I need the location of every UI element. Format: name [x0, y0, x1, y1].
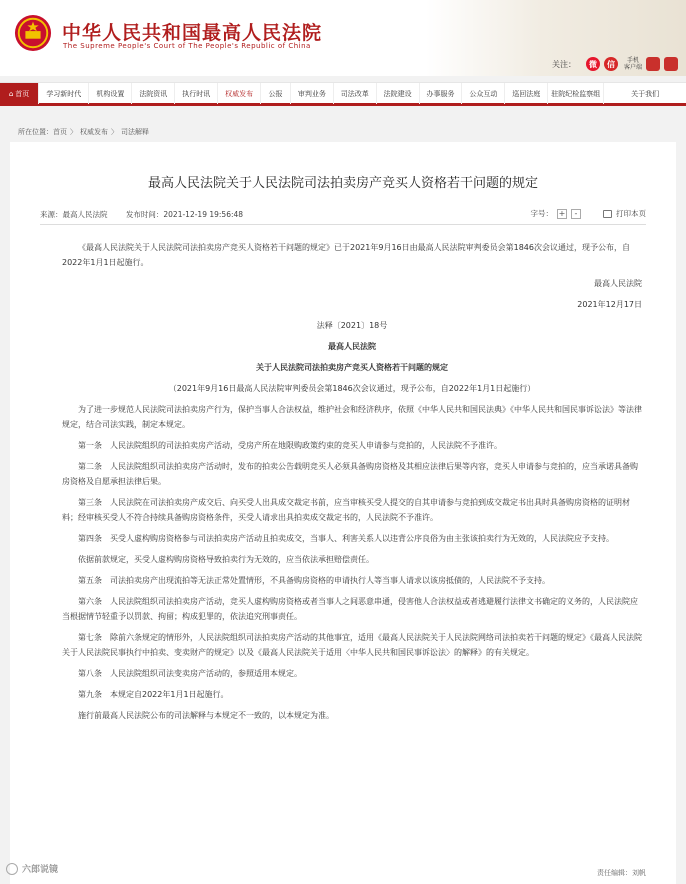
publish-date: 2021-12-19 19:56:48 [163, 210, 244, 219]
article-title: 最高人民法院关于人民法院司法拍卖房产竞买人资格若干问题的规定 [147, 176, 538, 191]
source-value: 最高人民法院 [62, 210, 108, 219]
nav-home[interactable] [0, 83, 39, 104]
paragraph: 依据前款规定，买受人虚构购房资格导致拍卖行为无效的，应当依法承担赔偿责任。 [78, 555, 374, 564]
breadcrumb-home[interactable]: 首页 [53, 128, 67, 136]
nav-gazette[interactable]: 公报 [261, 83, 291, 104]
nav-discipline-group[interactable]: 驻院纪检监察组 [548, 83, 604, 104]
site-subtitle: The Supreme People's Court of The People's Republic of China [63, 42, 311, 50]
editor-credit: 责任编辑：刘帆 [597, 869, 646, 877]
nav-organization[interactable]: 机构设置 [89, 83, 132, 104]
paragraph: 第五条 司法拍卖房产出现流拍等无法正常处置情形，不具备购房资格的申请执行人等当事人请求以该房抵债的，人民法院不予支持。 [78, 576, 550, 585]
paragraph: 第三条 人民法院在司法拍卖房产成交后、向买受人出具成交裁定书前，应当审核买受人提交的自其申请参与竞拍到成交裁定书出具时具备购房资格的证明材料；经审核买受人不符合持续具备购房资格条件，买受人请求出具拍卖成交裁定书的，人民法院不予准许。 [62, 498, 630, 522]
follow-bar [552, 56, 678, 72]
issuer-heading: 最高人民法院 [328, 342, 376, 351]
mobile-label-1: 手机 [626, 57, 639, 64]
print-button[interactable] [603, 208, 646, 219]
article-panel [10, 142, 676, 884]
paragraph: 第六条 人民法院组织司法拍卖房产活动，竞买人虚构购房资格或者当事人之间恶意串通，侵害他人合法权益或者逃避履行法律文书确定的义务的，人民法院应当根据情节轻重予以罚款、拘留；构成犯罪的，依法追究刑事责任。 [62, 597, 638, 621]
breadcrumb-separator: 〉 [111, 128, 118, 136]
site-header [0, 0, 686, 76]
date-label: 发布时间： [125, 210, 164, 219]
adoption-note: （2021年9月16日最高人民法院审判委员会第1846次会议通过，现予公布，自2022年1月1日起施行） [168, 384, 536, 393]
paragraph: 第七条 除前六条规定的情形外，人民法院组织司法拍卖房产活动的其他事宜，适用《最高人民法院关于人民法院网络司法拍卖若干问题的规定》《最高人民法院关于人民法院民事执行中拍卖、变卖财产的规定》以及《最高人民法院关于适用〈中华人民共和国民事诉讼法〉的解释》的有关规定。 [62, 633, 642, 657]
paragraph: 施行前最高人民法院公布的司法解释与本规定不一致的，以本规定为准。 [78, 711, 334, 720]
paragraph: 第一条 人民法院组织的司法拍卖房产活动，受房产所在地限购政策约束的竞买人申请参与竞拍的，人民法院不予准许。 [78, 441, 502, 450]
paragraph: 第九条 本规定自2022年1月1日起施行。 [78, 690, 229, 699]
nav-judicial-reform[interactable]: 司法改革 [334, 83, 377, 104]
nav-services[interactable]: 办事服务 [420, 83, 463, 104]
paragraph: 第八条 人民法院组织司法变卖房产活动的，参照适用本规定。 [78, 669, 302, 678]
regulation-heading: 关于人民法院司法拍卖房产竞买人资格若干问题的规定 [256, 363, 448, 372]
breadcrumb-judicial-interpretation[interactable]: 司法解释 [121, 128, 149, 136]
nav-public-interaction[interactable]: 公众互动 [462, 83, 505, 104]
paragraph: 第二条 人民法院组织司法拍卖房产活动时，发布的拍卖公告载明竞买人必须具备购房资格及其相应法律后果等内容，竞买人申请参与竞拍的，应当承诺具备购房资格及自愿承担法律后果。 [62, 462, 638, 486]
home-icon: ⌂ [8, 89, 14, 98]
article-body [62, 240, 642, 729]
nav-court-construction[interactable]: 法院建设 [377, 83, 420, 104]
printer-icon [603, 210, 612, 218]
font-size-label: 字号： [530, 209, 553, 218]
nav-circuit-court[interactable]: 巡回法庭 [505, 83, 548, 104]
android-icon[interactable] [664, 57, 678, 71]
site-title[interactable]: 中华人民共和国最高人民法院 [62, 22, 323, 44]
nav-authoritative-release[interactable]: 权威发布 [218, 83, 261, 104]
wechat-icon[interactable]: 信 [604, 57, 618, 71]
breadcrumb-label: 所在位置： [18, 128, 53, 136]
paragraph: 第四条 买受人虚构购房资格参与司法拍卖房产活动且拍卖成交，当事人、利害关系人以违背公序良俗为由主张该拍卖行为无效的，人民法院应予支持。 [78, 534, 614, 543]
mobile-label-2: 客户端 [623, 64, 642, 71]
nav-study[interactable]: 学习新时代 [39, 83, 89, 104]
font-increase-button[interactable]: + [558, 209, 566, 218]
national-emblem-icon[interactable] [14, 14, 52, 52]
print-label: 打印本页 [616, 209, 646, 218]
article-tools [531, 208, 647, 219]
apple-icon[interactable] [646, 57, 660, 71]
signature-court: 最高人民法院 [594, 279, 642, 288]
nav-trial-business[interactable]: 审判业务 [291, 83, 334, 104]
nav-execution-news[interactable]: 执行时讯 [175, 83, 218, 104]
watermark-logo-icon [6, 863, 18, 875]
source-label: 来源： [40, 210, 63, 219]
weibo-icon[interactable]: 微 [586, 57, 600, 71]
font-decrease-button[interactable]: - [571, 209, 581, 219]
mobile-client-link[interactable] [624, 57, 642, 71]
paragraph: 《最高人民法院关于人民法院司法拍卖房产竞买人资格若干问题的规定》已于2021年9月16日由最高人民法院审判委员会第1846次会议通过，现予公布，自2022年1月1日起施行。 [62, 243, 630, 267]
watermark-text: 六郎说镜 [22, 865, 59, 875]
nav-label: 首页 [15, 89, 30, 98]
signature-date: 2021年12月17日 [577, 300, 642, 309]
breadcrumb-separator: 〉 [70, 128, 77, 136]
follow-label: 关注： [551, 59, 576, 69]
breadcrumb [18, 127, 149, 137]
paragraph: 为了进一步规范人民法院司法拍卖房产行为，保护当事人合法权益，维护社会和经济秩序，依照《中华人民共和国民法典》《中华人民共和国民事诉讼法》等法律规定，结合司法实践，制定本规定。 [62, 405, 642, 429]
watermark [6, 862, 58, 875]
nav-about-us[interactable]: 关于我们 [631, 89, 660, 98]
main-nav [0, 82, 686, 106]
nav-court-news[interactable]: 法院资讯 [132, 83, 175, 104]
article-meta [40, 209, 243, 220]
divider [40, 224, 646, 225]
breadcrumb-release[interactable]: 权威发布 [80, 128, 108, 136]
document-number: 法释〔2021〕18号 [316, 321, 388, 330]
